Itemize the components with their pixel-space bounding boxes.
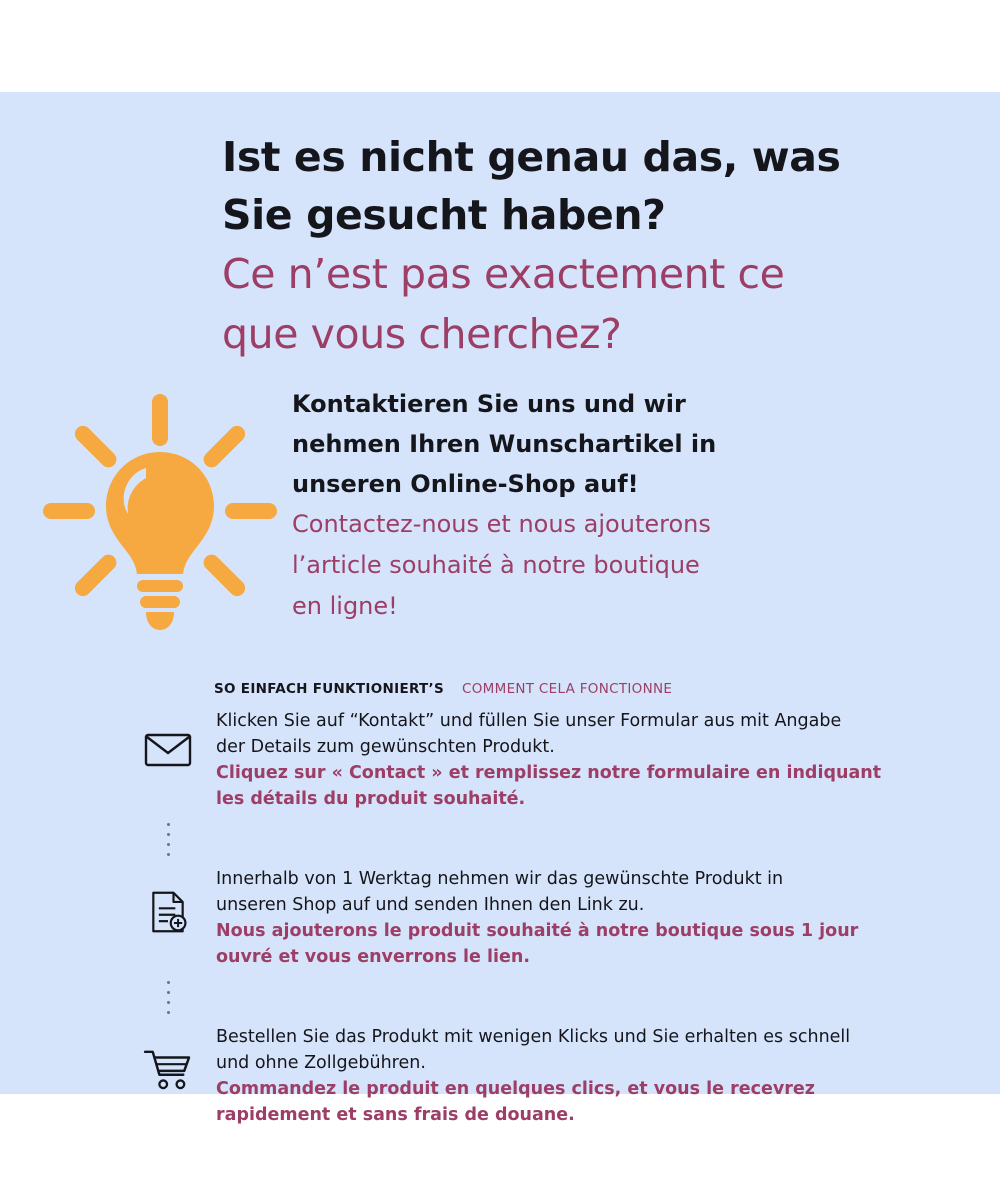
list-item — [120, 866, 940, 970]
promo-subtext — [292, 384, 932, 627]
step-1-de-line1: Klicken Sie auf “Kontakt” und füllen Sie unser Formular aus mit Angabe — [216, 711, 842, 731]
headline-fr-line2: que vous cherchez? — [222, 310, 622, 358]
step-2-fr-line1: Nous ajouterons le produit souhaité à notre boutique sous 1 jour — [216, 921, 859, 941]
step-1-fr-line1: Cliquez sur « Contact » et remplissez notre formulaire en indiquant — [216, 763, 882, 783]
headline-de-line2: Sie gesucht haben? — [222, 191, 666, 239]
step-text — [216, 1024, 940, 1128]
dotted-line-icon — [120, 812, 216, 866]
subtext-de-line3: unseren Online-Shop auf! — [292, 470, 639, 498]
page-title — [222, 128, 942, 364]
step-text — [216, 866, 940, 970]
dotted-line-icon — [120, 970, 216, 1024]
step-text — [216, 708, 940, 812]
step-3-fr-line2: rapidement et sans frais de douane. — [216, 1105, 575, 1125]
step-2-fr-line2: ouvré et vous enverrons le lien. — [216, 947, 530, 967]
step-2-de-line2: unseren Shop auf und senden Ihnen den Link zu. — [216, 895, 645, 915]
list-item — [120, 708, 940, 812]
step-2-de-line1: Innerhalb von 1 Werktag nehmen wir das gewünschte Produkt in — [216, 869, 784, 889]
steps-header-fr: COMMENT CELA FONCTIONNE — [462, 681, 673, 697]
step-3-fr-line1: Commandez le produit en quelques clics, et vous le recevrez — [216, 1079, 815, 1099]
headline-fr-line1: Ce n’est pas exactement ce — [222, 250, 785, 298]
step-3-de-line2: und ohne Zollgebühren. — [216, 1053, 426, 1073]
step-connector — [120, 970, 940, 1024]
step-connector — [120, 812, 940, 866]
step-3-de-line1: Bestellen Sie das Produkt mit wenigen Klicks und Sie erhalten es schnell — [216, 1027, 851, 1047]
document-add-icon — [120, 866, 216, 934]
subtext-de-line2: nehmen Ihren Wunschartikel in — [292, 430, 717, 458]
list-item — [120, 1024, 940, 1128]
subtext-fr-line3: en ligne! — [292, 592, 398, 620]
steps-list — [120, 708, 940, 1128]
subtext-de-line1: Kontaktieren Sie uns und wir — [292, 390, 686, 418]
subtext-fr-line2: l’article souhaité à notre boutique — [292, 551, 700, 579]
step-1-fr-line2: les détails du produit souhaité. — [216, 789, 526, 809]
step-1-de-line2: der Details zum gewünschten Produkt. — [216, 737, 555, 757]
steps-header — [214, 681, 672, 697]
shopping-cart-icon — [120, 1024, 216, 1090]
envelope-icon — [120, 708, 216, 768]
steps-header-de: SO EINFACH FUNKTIONIERT’S — [214, 681, 445, 697]
subtext-fr-line1: Contactez-nous et nous ajouterons — [292, 510, 711, 538]
headline-de-line1: Ist es nicht genau das, was — [222, 133, 841, 181]
lightbulb-idea-icon — [34, 386, 284, 636]
